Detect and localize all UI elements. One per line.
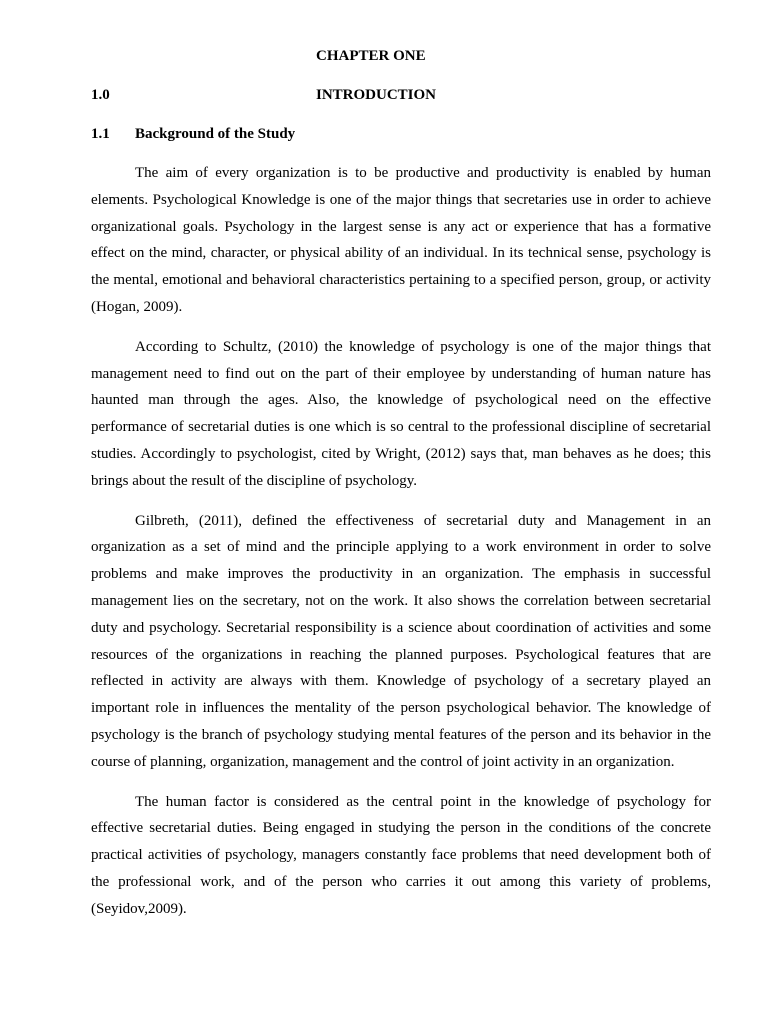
section-title: Background of the Study (135, 126, 296, 142)
paragraph-2: According to Schultz, (2010) the knowledge of psychology is one of the major things that management need to find out on the part of their employee by understanding of human nature has haunted man through the ages. Also, the knowledge of psychological need on the effective performance of secretarial duties is one which is so central to the professional discipline of secretarial studies. Accordingly to psychologist, cited by Wright, (2012) says that, man behaves as he does; this brings about the result of the discipline of psychology. (91, 338, 711, 489)
introduction-title: INTRODUCTION (316, 87, 437, 103)
paragraph-1: The aim of every organization is to be productive and productivity is enabled by human elements. Psychological Knowledge is one of the major things that secretaries use in order to achieve organizational goals. Psychology in the largest sense is any act or experience that has a formative effect on the mind, character, or physical ability of an individual. In its technical sense, psychology is the mental, emotional and behavioral characteristics pertaining to a specified person, group, or activity (Hogan, 2009). (91, 165, 711, 315)
chapter-title: CHAPTER ONE (316, 48, 426, 64)
section-number: 1.1 (91, 126, 110, 142)
paragraph-3: Gilbreth, (2011), defined the effectiveness of secretarial duty and Management in an organization as a set of mind and the principle applying to a work environment in order to solve problems and make improves the productivity in an organization. The emphasis in successful management lies on the secretary, not on the work. It also shows the correlation between secretarial duty and psychology. Secretarial responsibility is a science about coordination of activities and some resources of the organizations in reaching the planned purposes. Psychological features that are reflected in activity are always with them. Knowledge of psychology of a secretary played an important role in influences the mentality of the person psychological behavior. The knowledge of psychology is the branch of psychology studying mental features of the person and its behavior in the course of planning, organization, management and the control of joint activity in an organization. (91, 512, 711, 770)
introduction-number: 1.0 (91, 87, 110, 103)
section-heading (91, 122, 711, 146)
paragraph-4: The human factor is considered as the central point in the knowledge of psychology for effective secretarial duties. Being engaged in studying the person in the conditions of the concrete practical activities of psychology, managers constantly face problems that need development both of the professional work, and of the person who carries it out among this variety of problems, (Seyidov,2009). (91, 793, 711, 917)
document-page (91, 44, 711, 923)
introduction-heading (91, 83, 711, 107)
